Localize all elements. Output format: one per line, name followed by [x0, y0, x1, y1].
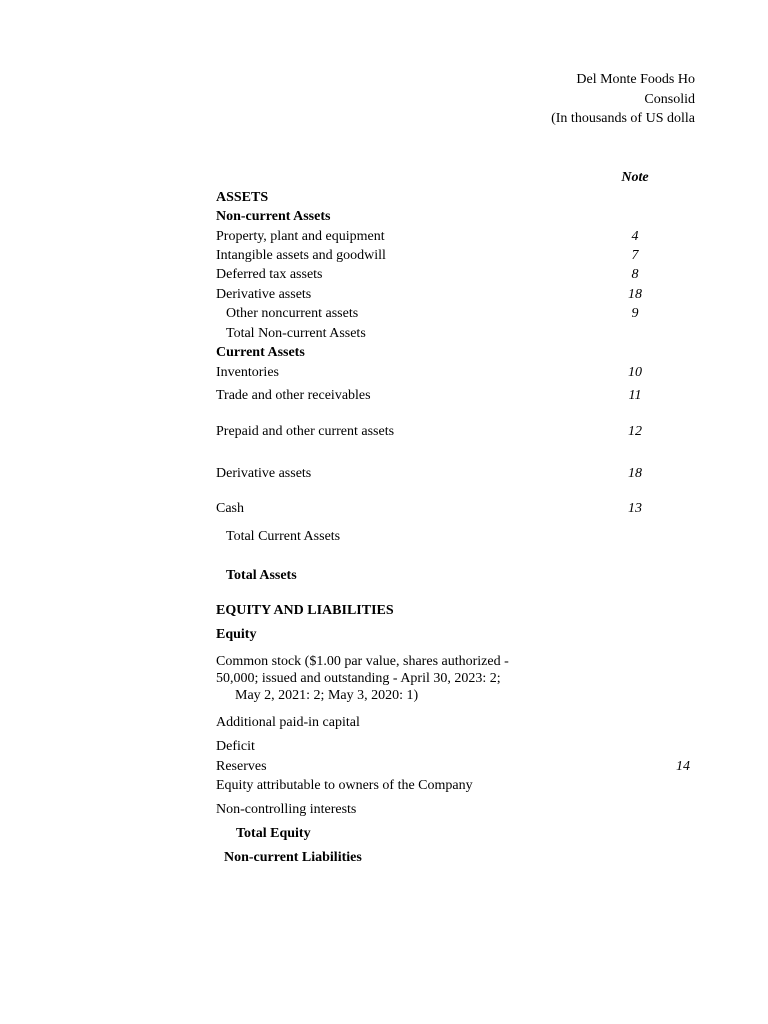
- row-non-controlling-interests: Non-controlling interests: [216, 802, 357, 817]
- common-stock-line-3: May 2, 2021: 2; May 3, 2020: 1): [235, 688, 419, 703]
- row-total-non-current-assets: Total Non-current Assets: [226, 326, 366, 341]
- common-stock-line-2: 50,000; issued and outstanding - April 30, 2023: 2;: [216, 671, 501, 686]
- note-ref: 9: [631, 306, 639, 321]
- row-total-equity: Total Equity: [236, 826, 311, 841]
- row-additional-paid-in-capital: Additional paid-in capital: [216, 715, 360, 730]
- row-equity-attributable-owners: Equity attributable to owners of the Company: [216, 778, 473, 793]
- statement-title: Consolid: [644, 92, 695, 107]
- note-ref: 10: [628, 365, 642, 380]
- common-stock-line-1: Common stock ($1.00 par value, shares authorized -: [216, 654, 509, 669]
- units-line: (In thousands of US dolla: [551, 111, 695, 126]
- section-non-current-assets: Non-current Assets: [216, 209, 331, 224]
- row-other-noncurrent-assets: Other noncurrent assets: [226, 306, 359, 321]
- row-derivative-assets-current: Derivative assets: [216, 466, 312, 481]
- row-derivative-assets-noncurrent: Derivative assets: [216, 287, 312, 302]
- row-inventories: Inventories: [216, 365, 279, 380]
- section-equity: Equity: [216, 627, 257, 642]
- note-ref: 11: [628, 388, 642, 403]
- row-common-stock: [216, 653, 546, 704]
- row-prepaid-current-assets: Prepaid and other current assets: [216, 424, 395, 439]
- note-ref: 18: [628, 466, 642, 481]
- row-intangible-assets: Intangible assets and goodwill: [216, 248, 386, 263]
- section-current-assets: Current Assets: [216, 345, 305, 360]
- row-deficit: Deficit: [216, 739, 255, 754]
- note-ref: 12: [628, 424, 642, 439]
- row-total-current-assets: Total Current Assets: [226, 529, 341, 544]
- row-trade-receivables: Trade and other receivables: [216, 388, 371, 403]
- section-assets: ASSETS: [216, 190, 269, 205]
- row-property-plant-equipment: Property, plant and equipment: [216, 229, 385, 244]
- row-reserves: Reserves: [216, 759, 267, 774]
- company-name: Del Monte Foods Ho: [576, 72, 695, 87]
- note-ref: 14: [676, 759, 690, 774]
- note-ref: 7: [631, 248, 639, 263]
- section-equity-and-liabilities: EQUITY AND LIABILITIES: [216, 603, 394, 618]
- row-deferred-tax-assets: Deferred tax assets: [216, 267, 323, 282]
- note-ref: 8: [631, 267, 639, 282]
- note-ref: 13: [628, 501, 642, 516]
- note-ref: 4: [631, 229, 639, 244]
- note-column-header: Note: [621, 170, 649, 185]
- row-total-assets: Total Assets: [226, 568, 297, 583]
- note-ref: 18: [628, 287, 642, 302]
- section-non-current-liabilities: Non-current Liabilities: [224, 850, 362, 865]
- row-cash: Cash: [216, 501, 244, 516]
